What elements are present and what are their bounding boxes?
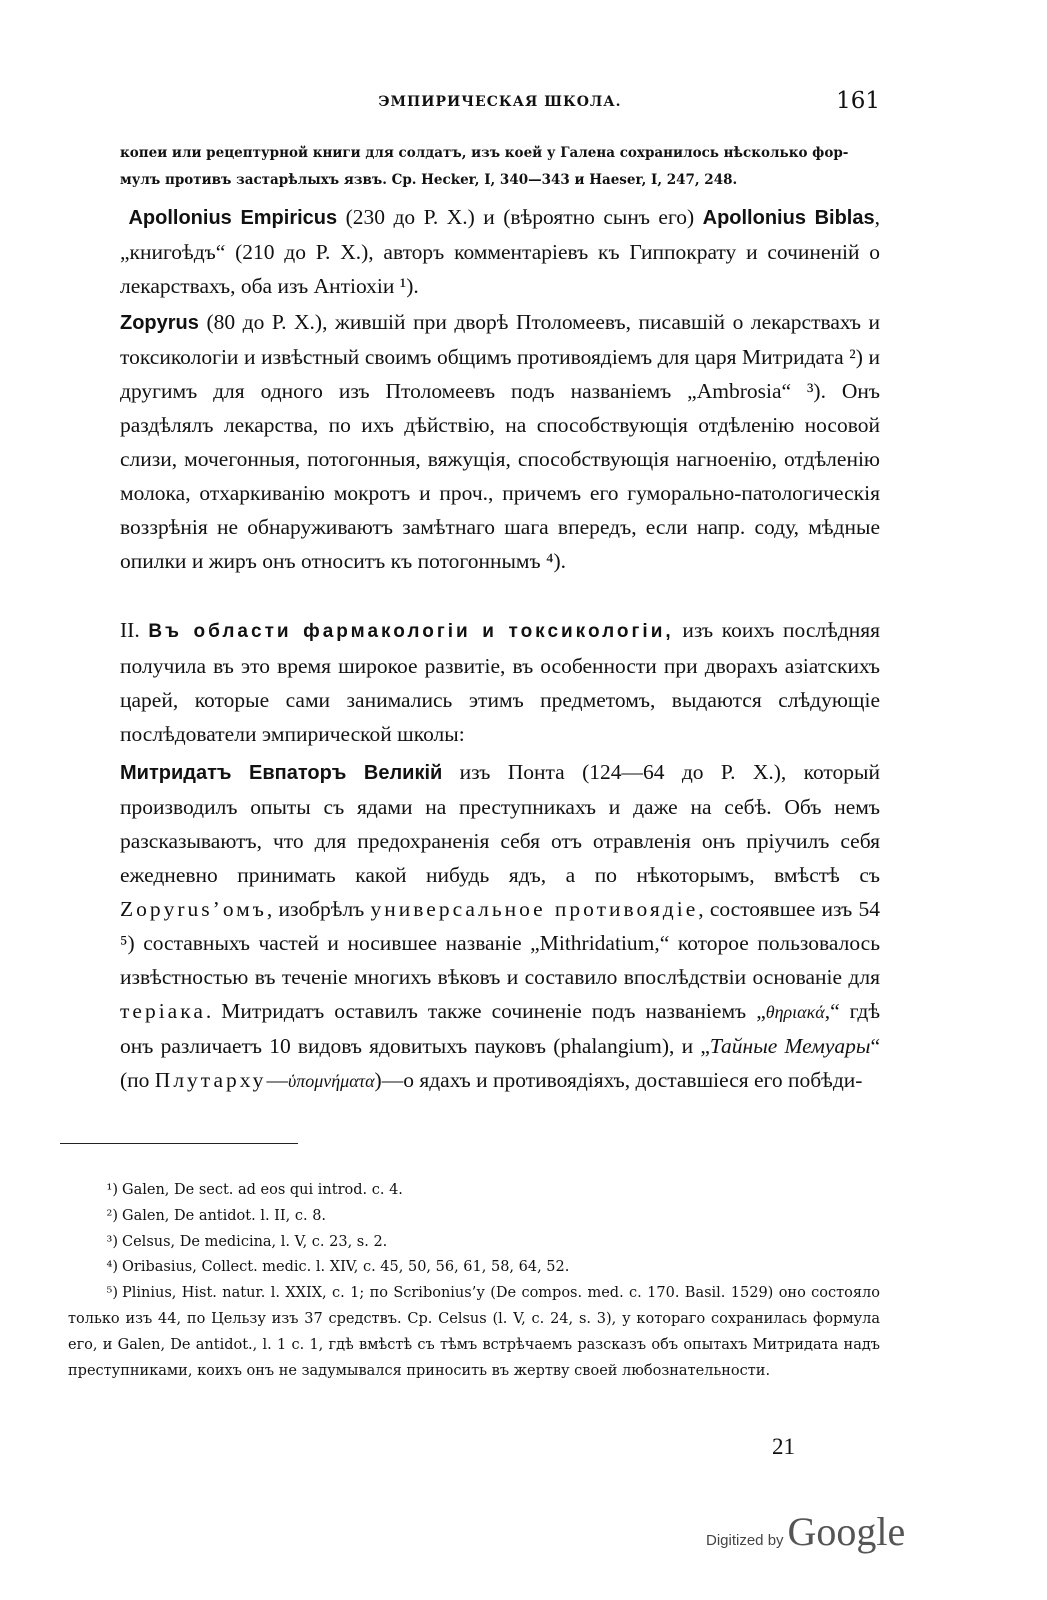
footnote-text: Plinius, Hist. natur. l. XXIX, c. 1; по Scribonius’у (De compos. med. c. 170. Basil. 1529) оно состояло только изъ 44, по Цельзу изъ 37 средствъ. Ср. Celsus (l. V, c. 24, s. 3), у котораго сохранилась формула его, и Galen, De antidot., l. 1 c. 1, гдѣ вмѣстѣ съ тѣмъ встрѣчаемъ разсказъ объ опытахъ Митридата надъ преступниками, коихъ онъ не задумывался приносить въ жертву своей любознательности. [68,1285,880,1379]
spaced-plutarch: Плутарху [154,1068,267,1092]
page-number: 161 [836,88,880,114]
name-apollonius-biblas: Apollonius Biblas [702,207,875,229]
paragraph-apollonius [120,200,880,303]
paragraph-section-ii [120,613,880,751]
google-logo: Google [787,1509,906,1554]
footnote-marker: ⁵) [106,1285,118,1302]
paragraph-text: (80 до Р. Х.), жившій при дворѣ Птоломеевъ, писавшій о лекарствахъ и токсикологіи и извѣстный своимъ общимъ противоядіемъ для царя Митридата ²) и другимъ для одного изъ Птоломеевъ подъ названіемъ „Ambrosia“ ³). Онъ раздѣлялъ лекарства, по ихъ дѣйствію, на способствующія отдѣленію носовой слизи, мочегонныя, потогонныя, вяжущія, способствующія нагноенію, отдѣленію молока, отхаркиванію мокротъ и проч., причемъ его гуморально-патологическія воззрѣнія не обнаруживаютъ замѣтнаго шага впередъ, если напр. соду, мѣдные опилки и жиръ онъ относитъ къ потогоннымъ ⁴). [120,310,880,573]
signature-number: 21 [772,1434,795,1459]
digitization-watermark [706,1505,905,1555]
paragraph-text: изъ коихъ послѣдняя получила въ это время широкое развитіе, въ особенности при дворахъ азіатскихъ царей, которые сами занимались этимъ предметомъ, выдаются слѣдующіе послѣдователи эмпирической школы: [120,618,880,746]
footnote-text: Oribasius, Collect. medic. l. XIV, c. 45, 50, 56, 61, 58, 64, 52. [122,1259,570,1276]
name-mithridates: Митридатъ Евпаторъ Великій [120,762,443,784]
footnote-2 [68,1204,880,1230]
footnote-5 [68,1281,880,1384]
spaced-zopyrus: Zopyrus’омъ [120,897,267,921]
footnote-marker: ²) [106,1207,118,1224]
greek-hypomnemata: ὑπομνήματα [287,1071,375,1091]
paragraph-text: — [266,1068,288,1092]
running-header [120,88,880,118]
greek-theriaka: θηριακά [765,1002,825,1022]
footnote-text: Celsus, De medicina, l. V, c. 23, s. 2. [122,1233,388,1250]
paragraph-zopyrus [120,305,880,578]
paragraph-text: . Митридатъ оставилъ также сочиненіе подъ названіемъ „ [205,999,766,1023]
footnote-text: Galen, De antidot. l. II, c. 8. [122,1207,327,1224]
italic-secret-memoirs: Тайные Мемуары [709,1034,871,1058]
paragraph-text: , „книгоѣдъ“ (210 до Р. Х.), авторъ комментаріевъ къ Гиппократу и сочиненій о лекарствахъ, оба изъ Антіохіи ¹). [120,205,880,298]
intro-line-2: мулъ противъ застарѣлыхъ язвъ. Ср. Hecker, I, 340—343 и Haeser, I, 247, 248. [120,172,738,188]
watermark-caption: Digitized by [706,1532,784,1549]
footnote-marker: ⁴) [106,1259,118,1276]
section-numeral: II. [120,618,140,642]
section-heading: Въ области фармакологіи и токсикологіи, [148,621,674,642]
intro-line-1: копеи или рецептурной книги для солдатъ, изъ коей у Галена сохранилось нѣсколько фор- [120,145,849,161]
paragraph-text: “ (по [120,1034,880,1092]
spaced-universal-antidote: универсальное противоядіе [370,897,699,921]
footnote-rule [60,1143,298,1144]
intro-fragment [120,140,880,194]
name-apollonius-empiricus: Apollonius Empiricus [128,207,338,229]
spaced-theriac: теріака [120,999,206,1023]
running-title: ЭМПИРИЧЕСКАЯ ШКОЛА. [378,94,622,110]
paragraph-text: , изобрѣлъ [266,897,371,921]
paragraph-text: изъ Понта (124—64 до Р. Х.), который производилъ опыты съ ядами на преступникахъ и даже на себѣ. Объ немъ разсказываютъ, что для предохраненія себя отъ отравленія онъ пріучилъ себя ежедневно принимать какой нибудь ядъ, а по нѣкоторымъ, вмѣстѣ съ [120,760,880,887]
paragraph-text: , состоявшее изъ 54 ⁵) составныхъ частей и носившее названіе „Mithridatium,“ которое пользовалось извѣстностью въ теченіе многихъ вѣковъ и составило впослѣдствіи основаніе для [120,897,880,989]
footnote-marker: ³) [106,1233,118,1250]
paragraph-text: )—о ядахъ и противоядіяхъ, доставшіеся его побѣди- [374,1068,863,1092]
paragraph-mithridates [120,755,880,1098]
paragraph-text: (230 до Р. Х.) и (вѣроятно сынъ его) [337,205,703,229]
paragraph-text: ,“ гдѣ онъ различаетъ 10 видовъ ядовитыхъ пауковъ (phalangium), и „ [120,999,881,1058]
footnote-4 [68,1255,880,1281]
footnote-text: Galen, De sect. ad eos qui introd. c. 4. [122,1182,403,1198]
footnote-1 [68,1178,880,1204]
name-zopyrus: Zopyrus [120,312,199,334]
footnotes [68,1178,880,1384]
footnote-3 [68,1230,880,1256]
footnote-marker: ¹) [106,1182,118,1198]
